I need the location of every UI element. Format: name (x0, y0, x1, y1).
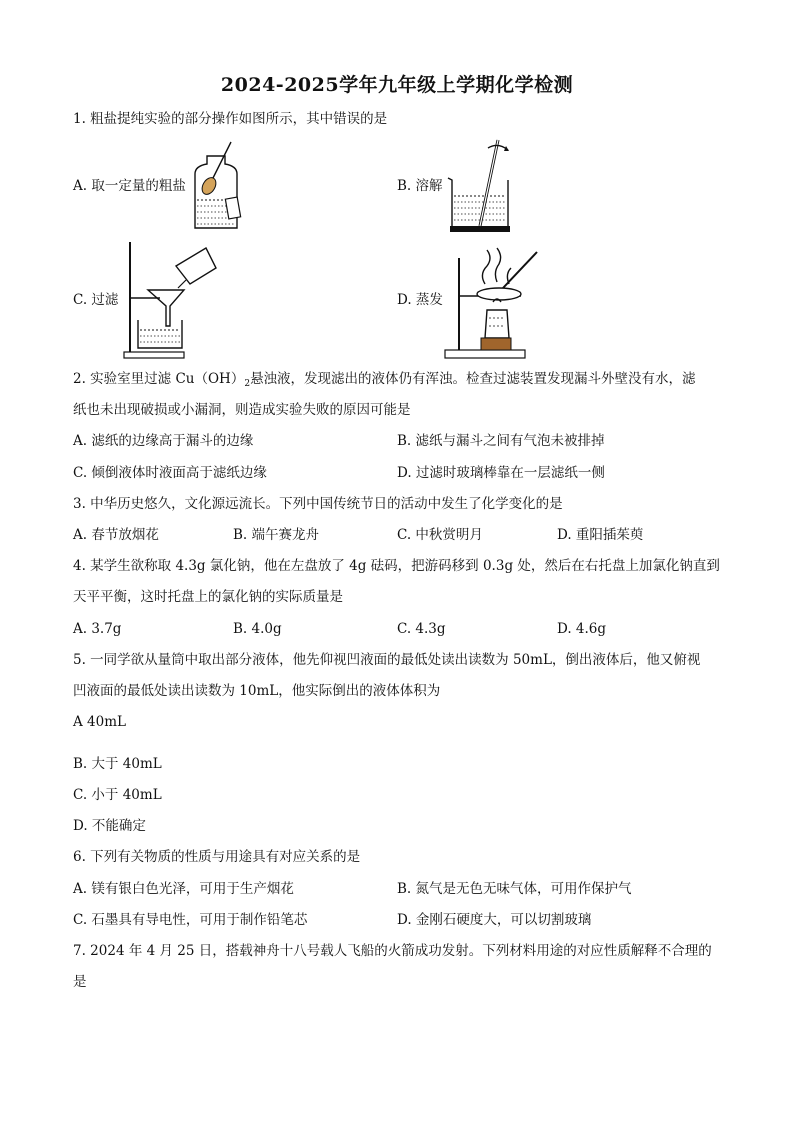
q5-option-d: D. 不能确定 (73, 818, 146, 834)
q2-option-b: B. 滤纸与漏斗之间有气泡未被排掉 (397, 433, 605, 449)
q2-option-a: A. 滤纸的边缘高于漏斗的边缘 (73, 433, 254, 449)
q7-stem-line2: 是 (73, 974, 87, 990)
q5-stem-line1: 5. 一同学欲从量筒中取出部分液体，他先仰视凹液面的最低处读出读数为 50mL，倒出液体后，他又俯视 (73, 652, 701, 668)
q1-option-d: D. 蒸发 (397, 292, 443, 308)
q3-option-b: B. 端午赛龙舟 (233, 527, 320, 543)
q2-subscript: 2 (244, 379, 251, 389)
q1-option-a: A. 取一定量的粗盐 (73, 178, 186, 194)
q5-option-b: B. 大于 40mL (73, 756, 162, 772)
q3-stem: 3. 中华历史悠久，文化源远流长。下列中国传统节日的活动中发生了化学变化的是 (73, 496, 563, 512)
filter-apparatus-icon (120, 240, 220, 360)
q2-option-d: D. 过滤时玻璃棒靠在一层滤纸一侧 (397, 465, 605, 481)
q7-stem-line1: 7. 2024 年 4 月 25 日，搭载神舟十八号载人飞船的火箭成功发射。下列材料用途的对应性质解释不合理的 (73, 943, 712, 959)
q6-option-a: A. 镁有银白色光泽，可用于生产烟花 (73, 881, 294, 897)
q3-option-a: A. 春节放烟花 (73, 527, 159, 543)
q2-stem-text-cont: 悬浊液，发现滤出的液体仍有浑浊。检查过滤装置发现漏斗外壁没有水，滤 (250, 371, 696, 387)
q4-stem-line1: 4. 某学生欲称取 4.3g 氯化钠，他在左盘放了 4g 砝码，把游码移到 0.3g 处，然后在右托盘上加氯化钠直到 (73, 558, 720, 574)
page-title: 2024-2025学年九年级上学期化学检测 (220, 74, 574, 96)
q6-option-d: D. 金刚石硬度大，可以切割玻璃 (397, 912, 592, 928)
q2-stem-line1 (73, 370, 696, 393)
q4-option-d: D. 4.6g (557, 621, 607, 637)
q6-option-b: B. 氮气是无色无味气体，可用作保护气 (397, 881, 632, 897)
bottle-spoon-icon (187, 138, 242, 232)
evaporation-dish-icon (441, 238, 541, 362)
q6-stem: 6. 下列有关物质的性质与用途具有对应关系的是 (73, 849, 361, 865)
q1-option-c: C. 过滤 (73, 292, 119, 308)
q2-option-c: C. 倾倒液体时液面高于滤纸边缘 (73, 465, 267, 481)
q2-stem-line2: 纸也未出现破损或小漏洞，则造成实验失败的原因可能是 (73, 402, 411, 418)
q4-option-c: C. 4.3g (397, 621, 446, 637)
q4-option-a: A. 3.7g (73, 621, 122, 637)
q3-option-d: D. 重阳插茱萸 (557, 527, 644, 543)
q1-stem: 1. 粗盐提纯实验的部分操作如图所示，其中错误的是 (73, 111, 388, 127)
q5-option-c: C. 小于 40mL (73, 787, 162, 803)
q6-option-c: C. 石墨具有导电性，可用于制作铅笔芯 (73, 912, 308, 928)
q3-option-c: C. 中秋赏明月 (397, 527, 483, 543)
q2-stem-text: 2. 实验室里过滤 Cu（OH） (73, 371, 245, 387)
beaker-stir-icon (446, 136, 520, 234)
q1-option-b: B. 溶解 (397, 178, 443, 194)
q4-stem-line2: 天平平衡，这时托盘上的氯化钠的实际质量是 (73, 589, 343, 605)
q5-option-a: A 40mL (73, 714, 126, 730)
q5-stem-line2: 凹液面的最低处读出读数为 10mL，他实际倒出的液体体积为 (73, 683, 441, 699)
q4-option-b: B. 4.0g (233, 621, 282, 637)
